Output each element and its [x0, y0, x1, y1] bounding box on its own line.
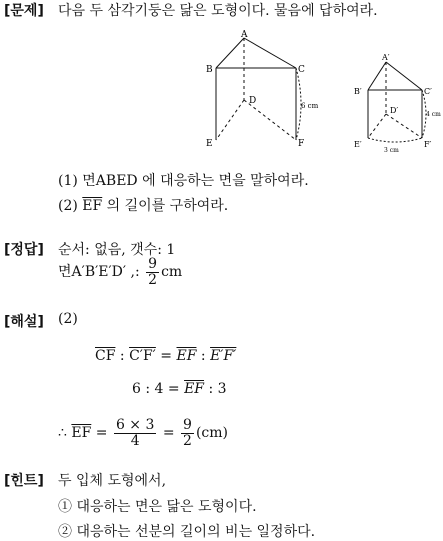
big-prism — [216, 38, 301, 140]
prism-figure — [196, 28, 441, 158]
eq2-ef: $\overline{EF}$ — [184, 381, 204, 397]
answer-line-2 — [58, 257, 182, 287]
eq1-ef: $\overline{EF}$ — [176, 348, 197, 364]
eq2-rest: : 3 — [204, 381, 227, 397]
solution-eq-2 — [132, 381, 227, 397]
eq3-frac2-den: 2 — [183, 432, 192, 449]
problem-tag: [문제] — [4, 3, 44, 19]
label-F-prime: F′ — [424, 140, 432, 149]
eq1-colon-2: : — [196, 348, 211, 364]
answer-tag: [정답] — [4, 242, 44, 258]
solution-eq-3 — [58, 418, 228, 448]
answer-line-1: 순서: 없음, 갯수: 1 — [58, 242, 176, 258]
label-E-prime: E′ — [354, 140, 362, 149]
eq3-equals-2: = — [158, 425, 180, 442]
eq3-fraction-2 — [181, 418, 194, 448]
label-A: A — [241, 30, 248, 40]
therefore-symbol: ∴ — [58, 425, 72, 442]
eq3-frac2-num: 9 — [183, 417, 192, 433]
question-1: (1) 면ABED 에 대응하는 면을 말하여라. — [58, 173, 309, 189]
eq1-cf: $\overline{CF}$ — [95, 348, 116, 364]
hint-tag: [힌트] — [4, 473, 44, 489]
answer-fraction — [146, 257, 159, 287]
eq2-ratio: 6 : 4 = — [132, 381, 185, 397]
eq3-unit: (cm) — [195, 425, 228, 442]
question-2-number: (2) — [58, 198, 78, 214]
solution-eq-1 — [95, 348, 236, 364]
label-A-prime: A′ — [382, 53, 390, 62]
problem-text: 다음 두 삼각기둥은 닮은 도형이다. 물음에 답하여라. — [58, 3, 378, 19]
eq3-frac1-num: 6 × 3 — [115, 417, 155, 433]
answer-frac-num: 9 — [148, 256, 158, 272]
label-C-prime: C′ — [424, 87, 432, 96]
hint-line-3: ② 대응하는 선분의 길이의 비는 일정하다. — [58, 524, 316, 540]
eq3-equals-1: = — [91, 425, 112, 442]
hint-line-1: 두 입체 도형에서, — [58, 473, 167, 489]
label-B-prime: B′ — [354, 87, 362, 96]
question-2 — [58, 195, 228, 215]
hint-line-2: ① 대응하는 면은 닮은 도형이다. — [58, 499, 257, 515]
answer-unit: cm — [161, 264, 183, 281]
eq3-fraction-1 — [114, 418, 156, 448]
label-F: F — [298, 139, 305, 149]
eq3-frac1-den: 4 — [130, 432, 140, 449]
eq3-ef: $\overline{EF}$ — [71, 425, 92, 442]
eq1-ef-prime: E′F′ — [210, 348, 237, 364]
answer-face: 면A′B′E′D′ ,: — [58, 264, 145, 281]
solution-label: (2) — [58, 311, 78, 327]
label-D-prime: D′ — [390, 106, 399, 115]
solution-tag: [해설] — [4, 314, 44, 330]
small-prism — [368, 62, 426, 142]
eq1-equals: = — [155, 348, 177, 364]
eq1-cf-prime: C′F′ — [129, 348, 156, 364]
label-B: B — [206, 65, 213, 75]
question-2-text: 의 길이를 구하여라. — [102, 198, 229, 214]
label-C: C — [298, 65, 305, 75]
label-D: D — [249, 96, 257, 106]
answer-frac-den: 2 — [148, 271, 158, 288]
label-3cm: 3 cm — [384, 147, 399, 154]
segment-ef: $\overline{EF}$ — [82, 198, 103, 214]
label-4cm: 4 cm — [426, 111, 441, 118]
label-6cm: 6 cm — [301, 102, 319, 110]
eq1-colon-1: : — [115, 348, 130, 364]
label-E: E — [206, 139, 213, 149]
